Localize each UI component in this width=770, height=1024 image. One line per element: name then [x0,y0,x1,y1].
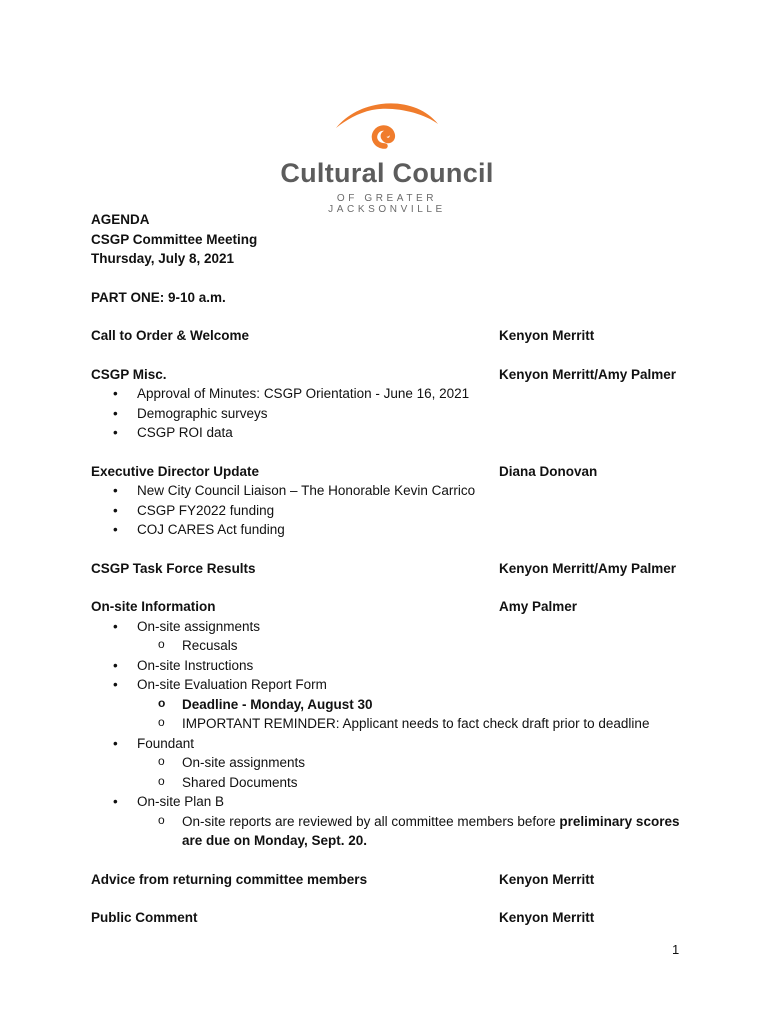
sub-list [137,636,691,656]
eye-spiral-logo-icon [332,96,442,158]
item-presenter: Amy Palmer [499,599,578,614]
item-presenter: Kenyon Merritt [499,871,595,887]
item-title: Public Comment [91,910,198,925]
item-title: Call to Order & Welcome [91,328,250,343]
sub-list-item: o Recusals [137,636,691,656]
meeting-date: Thursday, July 8, 2021 [91,251,235,266]
part-one-heading: PART ONE: 9-10 a.m. [91,289,226,305]
item-title: Executive Director Update [91,463,260,479]
item-presenter: Kenyon Merritt [499,328,595,343]
page-number: 1 [672,942,680,957]
item-title: CSGP Task Force Results [91,560,256,576]
sub-list-item-deadline: o Deadline - Monday, August 30 [137,695,691,715]
list-item: • Approval of Minutes: CSGP Orientation - June 16, 2021 [91,384,691,404]
cultural-council-logo [276,96,498,215]
logo-subtitle: OF GREATER JACKSONVILLE [328,193,446,215]
exec-update-list [91,481,691,540]
list-item [91,734,691,793]
item-title: Advice from returning committee members [91,871,368,887]
list-item-text: On-site Evaluation Report Form [137,677,327,692]
agenda-item-exec-update [91,462,691,482]
list-item: • CSGP ROI data [91,423,691,443]
list-item [91,675,691,734]
agenda-item-public-comment [91,908,691,928]
sub-list [137,695,691,734]
agenda-item-onsite [91,597,691,617]
agenda-item-advice [91,870,691,890]
agenda-heading: AGENDA [91,212,150,227]
sub-list [137,753,691,792]
sub-list-item: o Shared Documents [137,773,691,793]
item-title: CSGP Misc. [91,366,167,382]
list-item [91,792,691,851]
sub-list-item: o On-site assignments [137,753,691,773]
item-presenter: Kenyon Merritt/Amy Palmer [499,560,677,576]
sub-list-item [137,812,691,851]
meeting-name: CSGP Committee Meeting [91,231,258,247]
list-item: • New City Council Liaison – The Honorable Kevin Carrico [91,481,691,501]
sub-list-item-text: On-site reports are reviewed by all committee members before [182,813,560,829]
onsite-list [91,617,691,851]
list-item [91,617,691,656]
logo-title: Cultural Council [280,158,494,188]
sub-list-item-bold-text: preliminary scores are due on Monday, Sept. 20. [182,813,680,848]
agenda-item-csgp-misc [91,365,691,385]
list-item-text: On-site assignments [137,618,261,634]
item-presenter: Diana Donovan [499,463,598,479]
list-item-text: On-site Plan B [137,794,225,809]
sub-list [137,812,691,851]
agenda-document [91,210,691,928]
item-presenter: Kenyon Merritt [499,910,595,925]
agenda-item-task-force [91,559,691,579]
item-presenter: Kenyon Merritt/Amy Palmer [499,366,677,382]
list-item: • Demographic surveys [91,404,691,424]
sub-list-item: o IMPORTANT REMINDER: Applicant needs to fact check draft prior to deadline [137,714,691,734]
list-item: • CSGP FY2022 funding [91,501,691,521]
list-item: • COJ CARES Act funding [91,520,691,540]
agenda-item-call-to-order [91,326,691,346]
list-item: • On-site Instructions [91,656,691,676]
item-title: On-site Information [91,599,216,614]
list-item-text: Foundant [137,735,195,751]
csgp-misc-list [91,384,691,443]
